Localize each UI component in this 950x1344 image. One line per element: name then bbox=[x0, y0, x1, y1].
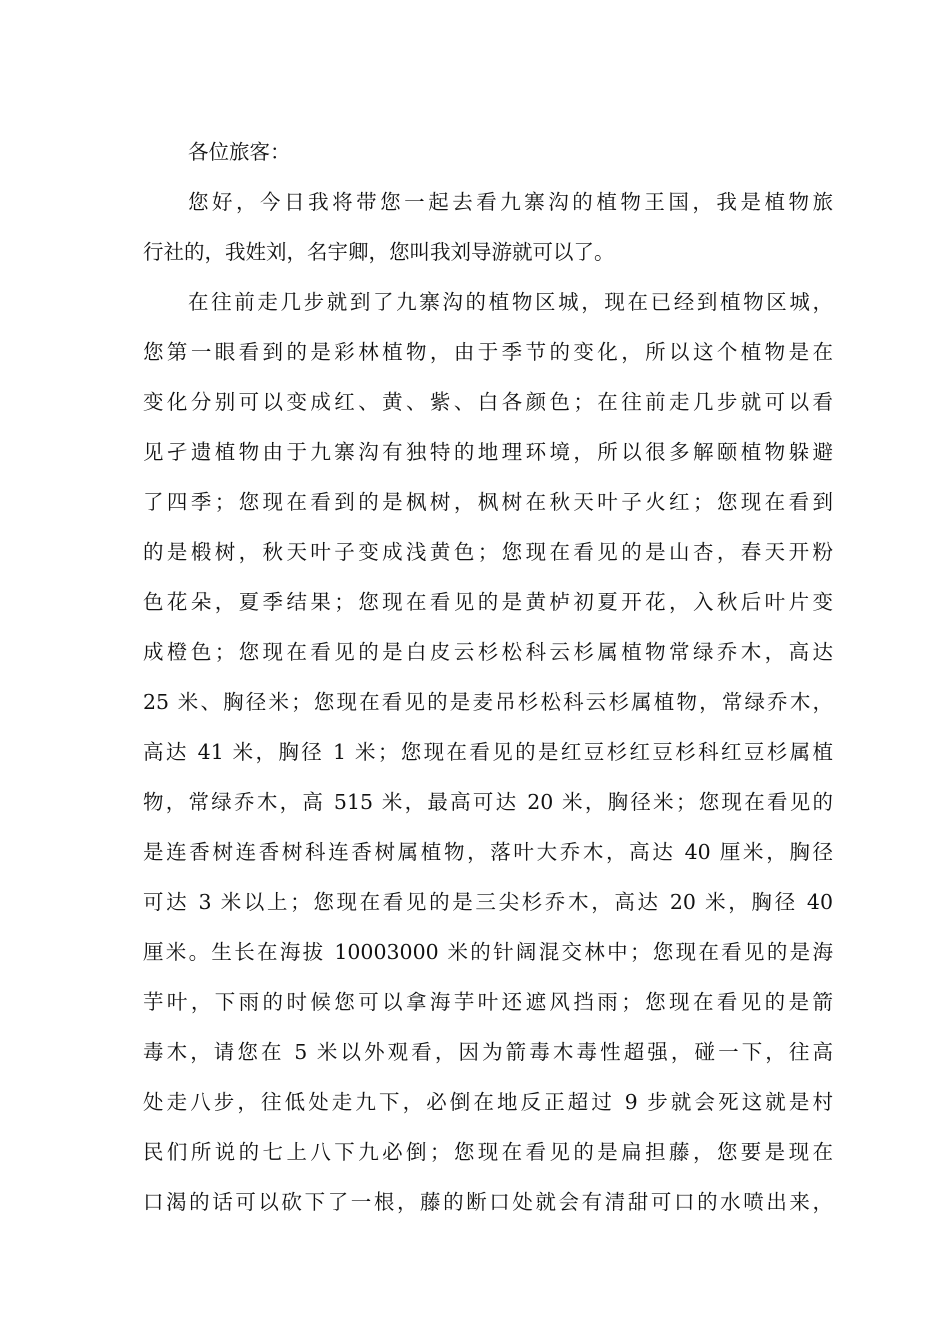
paragraph-2-line-2: 您第一眼看到的是彩林植物，由于季节的变化，所以这个植物是在 bbox=[143, 340, 833, 364]
document-body bbox=[143, 127, 833, 1227]
paragraph-2-line-7: 色花朵，夏季结果；您现在看见的是黄栌初夏开花，入秋后叶片变 bbox=[143, 590, 833, 614]
paragraph-2-line-17: 处走八步，往低处走九下，必倒在地反正超过 9 步就会死这就是村 bbox=[143, 1090, 833, 1114]
paragraph-2-line-3: 变化分别可以变成红、黄、紫、白各颜色；在往前走几步就可以看 bbox=[143, 390, 833, 414]
paragraph-2-line-13: 可达 3 米以上；您现在看见的是三尖杉乔木，高达 20 米，胸径 40 bbox=[143, 890, 833, 914]
paragraph-2-line-8: 成橙色；您现在看见的是白皮云杉松科云杉属植物常绿乔木，高达 bbox=[143, 640, 833, 664]
paragraph-1-line-1: 您好，今日我将带您一起去看九寨沟的植物王国，我是植物旅 bbox=[188, 190, 833, 214]
paragraph-2-line-19: 口渴的话可以砍下了一根，藤的断口处就会有清甜可口的水喷出来， bbox=[143, 1190, 833, 1214]
paragraph-2-line-18: 民们所说的七上八下九必倒；您现在看见的是扁担藤，您要是现在 bbox=[143, 1140, 833, 1164]
paragraph-2-line-1: 在往前走几步就到了九寨沟的植物区城，现在已经到植物区城， bbox=[188, 290, 833, 314]
paragraph-2-line-16: 毒木，请您在 5 米以外观看，因为箭毒木毒性超强，碰一下，往高 bbox=[143, 1040, 833, 1064]
paragraph-2-line-15: 芋叶，下雨的时候您可以拿海芋叶还遮风挡雨；您现在看见的是箭 bbox=[143, 990, 833, 1014]
paragraph-2-line-14: 厘米。生长在海拔 10003000 米的针阔混交林中；您现在看见的是海 bbox=[143, 940, 833, 964]
paragraph-2-line-5: 了四季；您现在看到的是枫树，枫树在秋天叶子火红；您现在看到 bbox=[143, 490, 833, 514]
paragraph-2-line-4: 见孑遗植物由于九寨沟有独特的地理环境，所以很多解颐植物躲避 bbox=[143, 440, 833, 464]
paragraph-2-line-12: 是连香树连香树科连香树属植物，落叶大乔木，高达 40 厘米，胸径 bbox=[143, 840, 833, 864]
paragraph-2-line-9: 25 米、胸径米；您现在看见的是麦吊杉松科云杉属植物，常绿乔木， bbox=[143, 690, 833, 714]
paragraph-2-line-6: 的是椴树，秋天叶子变成浅黄色；您现在看见的是山杏，春天开粉 bbox=[143, 540, 833, 564]
paragraph-2-line-10: 高达 41 米，胸径 1 米；您现在看见的是红豆杉红豆杉科红豆杉属植 bbox=[143, 740, 833, 764]
greeting-line: 各位旅客： bbox=[188, 140, 291, 164]
paragraph-1-line-2: 行社的，我姓刘，名宇卿，您叫我刘导游就可以了。 bbox=[143, 240, 615, 264]
paragraph-2-line-11: 物，常绿乔木，高 515 米，最高可达 20 米，胸径米；您现在看见的 bbox=[143, 790, 833, 814]
